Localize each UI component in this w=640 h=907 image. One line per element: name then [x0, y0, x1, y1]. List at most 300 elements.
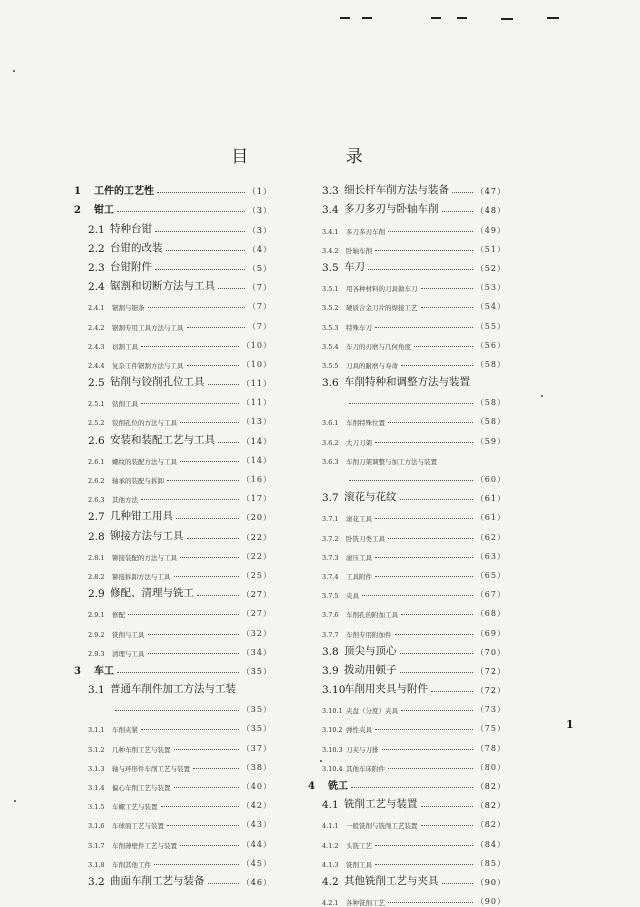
dot-leader	[421, 307, 473, 308]
dot-leader	[442, 211, 473, 212]
toc-entry[interactable]	[308, 332, 506, 351]
dot-leader	[148, 653, 239, 654]
toc-entry-page: （72）	[475, 686, 506, 696]
dot-leader	[401, 614, 473, 615]
toc-entry-number: 2.4.4	[88, 361, 105, 370]
toc-entry-title: 车螺工艺与装置	[112, 803, 158, 812]
toc-entry-title: 车球面工艺与装置	[112, 822, 164, 831]
toc-entry-number: 3.5.1	[322, 285, 339, 294]
toc-entry-title: 车削夹紧	[112, 726, 138, 735]
toc-entry-title: 硬质合金刀片的焊接工艺	[346, 304, 418, 313]
toc-entry-title: 滚花与花纹	[344, 491, 397, 504]
dot-leader	[218, 288, 245, 289]
toc-entry-page: （46）	[241, 877, 272, 887]
toc-entry[interactable]	[308, 639, 506, 658]
toc-entry[interactable]	[74, 658, 272, 677]
toc-entry-number: 3.1	[88, 684, 105, 697]
toc-entry-number: 3.9	[322, 664, 339, 677]
dot-leader	[176, 518, 239, 519]
dot-leader	[187, 365, 239, 366]
toc-entry-page: （27）	[241, 590, 272, 600]
toc-entry-title: 钳工	[94, 205, 114, 217]
toc-entry[interactable]	[74, 600, 272, 619]
toc-entry-page: （22）	[241, 551, 272, 561]
toc-entry-title: 修配、清理与铣工	[110, 587, 194, 600]
toc-entry-title: 用各种材料的刀具做车刀	[346, 285, 418, 294]
toc-entry-page: （63）	[475, 551, 506, 561]
toc-entry[interactable]	[74, 447, 272, 466]
toc-entry[interactable]	[74, 562, 272, 581]
dot-leader	[388, 422, 473, 423]
toc-entry-number: 3.10.1	[322, 707, 343, 716]
top-mark	[340, 17, 350, 19]
toc-entry-number: 3.6.2	[322, 438, 339, 447]
toc-entry-page: （55）	[475, 321, 506, 331]
toc-entry[interactable]	[74, 504, 272, 523]
toc-entry-title: 铆接方法与工具	[110, 529, 184, 542]
toc-entry-title: 安装和装配工艺与工具	[110, 433, 215, 446]
dot-leader	[180, 557, 239, 558]
toc-entry-page: （25）	[241, 570, 272, 580]
toc-entry[interactable]	[308, 255, 506, 274]
dot-leader	[388, 231, 473, 232]
toc-entry-title: 复杂工件锯割方法与工具	[112, 361, 184, 370]
toc-entry[interactable]	[74, 274, 272, 293]
dot-leader	[141, 346, 239, 347]
toc-entry-page: （27）	[241, 609, 272, 619]
toc-entry[interactable]	[74, 216, 272, 235]
toc-entry[interactable]	[74, 734, 272, 753]
toc-entry[interactable]	[74, 293, 272, 312]
toc-entry-page: （10）	[241, 359, 272, 369]
dot-leader	[167, 480, 239, 481]
dot-leader	[193, 768, 239, 769]
toc-entry-page: （61）	[475, 513, 506, 523]
toc-entry-title: 其他铣削工艺与夹具	[344, 874, 439, 887]
toc-entry[interactable]	[308, 389, 506, 408]
toc-entry-page: （82）	[475, 801, 506, 811]
toc-entry[interactable]	[308, 677, 506, 696]
dot-leader	[174, 787, 239, 788]
toc-entry-title: 各种铣削工艺	[346, 899, 385, 907]
toc-entry[interactable]	[308, 850, 506, 869]
toc-entry[interactable]	[308, 754, 506, 773]
toc-entry-page: （42）	[241, 801, 272, 811]
dot-leader	[115, 710, 239, 711]
toc-entry[interactable]	[74, 312, 272, 331]
dot-leader	[128, 614, 239, 615]
scan-speck	[13, 70, 15, 72]
dot-leader	[197, 595, 239, 596]
toc-entry[interactable]	[74, 581, 272, 600]
toc-entry-page: （40）	[241, 782, 272, 791]
toc-entry-title: 钻削与铰削孔位工具	[110, 376, 205, 389]
toc-entry-number: 2.9.2	[88, 630, 105, 639]
toc-entry-page: （20）	[241, 513, 272, 523]
dot-leader	[375, 327, 473, 328]
toc-entry-page: （52）	[475, 263, 506, 273]
toc-entry-page: （48）	[475, 206, 506, 216]
toc-entry-number: 3.10.4	[322, 764, 343, 773]
toc-entry-title: 细长杆车削方法与装备	[344, 184, 449, 197]
toc-right-column	[308, 178, 506, 907]
toc-entry-title: 清理与工具	[112, 649, 145, 658]
toc-entry[interactable]	[74, 408, 272, 427]
toc-entry-title: 切割工具	[112, 342, 138, 351]
toc-entry[interactable]	[308, 178, 506, 197]
dot-leader	[180, 461, 239, 462]
toc-entry-number: 3.1.8	[88, 860, 105, 869]
toc-entry-title: 铣削工艺与装置	[344, 798, 418, 811]
dot-leader	[375, 729, 473, 730]
toc-entry[interactable]	[308, 408, 506, 427]
top-mark	[547, 17, 559, 19]
toc-entry[interactable]	[308, 696, 506, 715]
dot-leader	[414, 346, 473, 347]
toc-entry-page: （58）	[475, 398, 506, 408]
dot-leader	[141, 403, 239, 404]
toc-entry-number: 3.7.3	[322, 553, 339, 562]
toc-entry-page: （65）	[475, 570, 506, 580]
toc-entry-number: 2.2	[88, 242, 105, 255]
dot-leader	[155, 231, 245, 232]
toc-entry-title: 顶尖与顶心	[344, 644, 397, 657]
dot-leader	[375, 518, 473, 519]
dot-leader	[401, 365, 473, 366]
toc-entry-title: 多刀多刃与卧轴车削	[344, 203, 439, 216]
toc-entry-title: 台钳附件	[110, 260, 152, 273]
toc-entry-title: 车削其他工件	[112, 860, 151, 869]
toc-entry-page: （7）	[247, 302, 272, 312]
top-mark	[501, 18, 513, 20]
toc-entry-page: （69）	[475, 628, 506, 638]
toc-entry[interactable]	[74, 466, 272, 485]
toc-entry[interactable]	[308, 274, 506, 293]
toc-entry-title: 其他车床附件	[346, 764, 385, 773]
toc-entry-number: 3.5.3	[322, 323, 339, 332]
toc-entry-number: 3.3	[322, 185, 339, 198]
toc-entry-title: 大刀刀架	[346, 438, 372, 447]
toc-entry[interactable]	[308, 370, 506, 389]
toc-entry-number: 4.2.1	[322, 899, 339, 907]
toc-entry[interactable]	[308, 715, 506, 734]
toc-entry-number: 3.2	[88, 875, 105, 888]
toc-entry-title: 拨动用顿子	[344, 663, 397, 676]
toc-entry-number: 2.4.3	[88, 342, 105, 351]
toc-entry-number: 4	[308, 781, 315, 792]
toc-entry-page: （62）	[475, 532, 506, 542]
toc-entry-page: （16）	[241, 475, 272, 484]
toc-entry-page: （73）	[475, 705, 506, 715]
toc-entry-page: （1）	[247, 187, 272, 197]
toc-entry-number: 2.9.3	[88, 649, 105, 658]
toc-entry-number: 3.4	[322, 204, 339, 217]
toc-entry-page: （84）	[475, 839, 506, 849]
toc-entry-number: 2.9	[88, 588, 105, 601]
dot-leader	[187, 538, 239, 539]
toc-entry[interactable]	[74, 773, 272, 792]
toc-entry-page: （17）	[241, 494, 272, 504]
toc-entry-number: 2.5	[88, 377, 105, 390]
toc-entry-number: 3.4.1	[322, 227, 339, 236]
toc-entry[interactable]	[308, 811, 506, 830]
dot-leader	[208, 384, 239, 385]
toc-entry-page: （32）	[241, 628, 272, 638]
dot-leader	[400, 499, 473, 500]
toc-entry[interactable]	[74, 543, 272, 562]
toc-entry-number: 3.7.6	[322, 611, 339, 620]
dot-leader	[375, 250, 473, 251]
toc-entry[interactable]	[74, 850, 272, 869]
dot-leader	[141, 499, 239, 500]
toc-entry[interactable]	[74, 255, 272, 274]
toc-entry-page: （38）	[241, 762, 272, 772]
toc-entry[interactable]	[74, 619, 272, 638]
toc-entry-page: （61）	[475, 494, 506, 504]
toc-entry-title: 车削刀架调整与加工方法与装置	[346, 457, 437, 466]
toc-entry[interactable]	[308, 562, 506, 581]
toc-entry-page: （35）	[241, 666, 272, 676]
toc-entry-page: （75）	[475, 724, 506, 734]
dot-leader	[421, 825, 473, 826]
toc-entry-number: 3.5	[322, 261, 339, 274]
toc-entry-number: 2.4.2	[88, 323, 105, 332]
toc-entry-page: （54）	[475, 302, 506, 312]
dot-leader	[401, 710, 473, 711]
toc-entry-title: 曲面车削工艺与装备	[110, 874, 205, 887]
toc-entry-page: （5）	[247, 263, 272, 273]
toc-entry[interactable]	[308, 485, 506, 504]
toc-entry[interactable]	[308, 773, 506, 792]
toc-entry-page: （34）	[241, 647, 272, 657]
dot-leader	[155, 269, 245, 270]
toc-entry[interactable]	[308, 293, 506, 312]
dot-leader	[375, 442, 473, 443]
toc-entry[interactable]	[308, 792, 506, 811]
toc-entry-title: 几种车削工艺与装置	[112, 745, 171, 754]
toc-entry-page: （11）	[241, 379, 272, 389]
dot-leader	[148, 634, 239, 635]
toc-entry-number: 2.9.1	[88, 611, 105, 620]
dot-leader	[388, 768, 473, 769]
toc-entry-page: （3）	[247, 225, 272, 235]
toc-entry[interactable]	[308, 312, 506, 331]
toc-entry[interactable]	[74, 351, 272, 370]
toc-entry-title: 螺纹的装配方法与工具	[112, 457, 177, 466]
toc-entry[interactable]	[308, 351, 506, 370]
toc-entry-page: （68）	[475, 609, 506, 619]
toc-entry[interactable]	[74, 639, 272, 658]
toc-entry[interactable]	[74, 427, 272, 446]
toc-entry[interactable]	[74, 389, 272, 408]
toc-entry-title: 车削特殊位置	[346, 419, 385, 428]
toc-entry[interactable]	[74, 178, 272, 197]
toc-entry[interactable]	[308, 466, 506, 485]
toc-entry[interactable]	[74, 677, 272, 696]
toc-entry[interactable]	[308, 197, 506, 216]
toc-entry-number: 3.6	[322, 377, 339, 390]
toc-entry-page: （35）	[241, 705, 272, 715]
toc-entry-title: 多刀多刃车削	[346, 227, 385, 236]
toc-entry-number: 4.1.2	[322, 841, 339, 850]
dot-leader	[382, 749, 473, 750]
dot-leader	[400, 653, 473, 654]
toc-entry-title: 车削用夹具与附件	[344, 683, 428, 696]
toc-entry-title: 特殊车刀	[346, 323, 372, 332]
toc-entry[interactable]	[308, 427, 506, 446]
dot-leader	[431, 691, 473, 692]
toc-entry-number: 2.8	[88, 530, 105, 543]
dot-leader	[388, 902, 473, 903]
toc-entry-page: （49）	[475, 225, 506, 235]
toc-entry-number: 3.7.2	[322, 534, 339, 543]
toc-entry-title: 车削薄壁件工艺与装置	[112, 841, 177, 850]
toc-entry-title: 普通车削件加工方法与工装	[110, 683, 236, 696]
toc-entry-title: 铣工	[328, 781, 348, 792]
toc-entry[interactable]	[308, 619, 506, 638]
dot-leader	[174, 749, 239, 750]
toc-entry[interactable]	[74, 792, 272, 811]
toc-entry[interactable]	[74, 332, 272, 351]
toc-entry-title: 头铣工艺	[346, 841, 372, 850]
toc-entry-number: 3.1.4	[88, 784, 105, 792]
toc-entry-number: 2.4	[88, 281, 105, 294]
dot-leader	[362, 595, 473, 596]
toc-entry-title: 台钳的改装	[110, 241, 163, 254]
toc-entry[interactable]	[74, 811, 272, 830]
toc-entry[interactable]	[308, 734, 506, 753]
toc-entry-number: 4.2	[322, 875, 339, 888]
toc-entry-page: （11）	[241, 398, 272, 408]
toc-entry[interactable]	[308, 447, 506, 466]
toc-entry-title: 车削专用附加件	[346, 630, 392, 639]
toc-entry-number: 2.6.1	[88, 457, 105, 466]
toc-entry[interactable]	[74, 523, 272, 542]
toc-entry-title: 铆接拆卸方法与工具	[112, 572, 171, 581]
toc-entry-number: 3.10.2	[322, 726, 343, 735]
toc-entry-page: （10）	[241, 340, 272, 350]
toc-entry[interactable]	[308, 236, 506, 255]
toc-entry-number: 3.8	[322, 645, 339, 658]
dot-leader	[167, 825, 239, 826]
toc-entry[interactable]	[74, 869, 272, 888]
toc-entry[interactable]	[74, 197, 272, 216]
toc-entry-page: （85）	[475, 858, 506, 868]
toc-entry-number: 2.6.2	[88, 477, 105, 485]
toc-entry-number: 3.7.5	[322, 592, 339, 601]
toc-entry-number: 3.7.1	[322, 515, 339, 524]
toc-entry-number: 3.1.2	[88, 745, 105, 754]
toc-entry-number: 3.4.2	[322, 246, 339, 255]
toc-entry-title: 铣削与工具	[112, 630, 145, 639]
toc-entry-title: 几种钳工用具	[110, 510, 173, 523]
toc-entry-number: 3.10	[322, 684, 346, 697]
toc-entry-page: （70）	[475, 647, 506, 657]
toc-entry-page: （80）	[475, 762, 506, 772]
toc-entry[interactable]	[308, 543, 506, 562]
toc-entry[interactable]	[74, 696, 272, 715]
scan-speck	[541, 395, 543, 397]
dot-leader	[400, 672, 473, 673]
toc-entry[interactable]	[74, 830, 272, 849]
toc-entry[interactable]	[308, 523, 506, 542]
toc-entry[interactable]	[308, 581, 506, 600]
toc-entry-number: 2.4.1	[88, 304, 105, 313]
toc-entry-page: （7）	[247, 283, 272, 293]
toc-entry-number: 3.5.5	[322, 361, 339, 370]
toc-entry[interactable]	[308, 830, 506, 849]
toc-entry-title: 其他方法	[112, 496, 138, 505]
toc-entry-page: （59）	[475, 436, 506, 446]
toc-entry-page: （51）	[475, 244, 506, 254]
dot-leader	[141, 729, 239, 730]
toc-entry-page: （90）	[475, 877, 506, 887]
toc-entry-title: 夹具	[346, 592, 359, 601]
toc-entry-page: （44）	[241, 839, 272, 849]
toc-entry[interactable]	[308, 869, 506, 888]
toc-entry-page: （60）	[475, 475, 506, 484]
toc-entry-number: 2.7	[88, 511, 105, 524]
top-mark	[457, 17, 467, 19]
toc-entry-title: 滚花工具	[346, 515, 372, 524]
toc-entry[interactable]	[308, 504, 506, 523]
dot-leader	[375, 864, 473, 865]
toc-entry-number: 2.5.1	[88, 400, 105, 409]
toc-entry-number: 3.5.2	[322, 304, 339, 313]
toc-entry-number: 2.1	[88, 223, 105, 236]
toc-entry[interactable]	[308, 600, 506, 619]
toc-entry[interactable]	[308, 888, 506, 907]
toc-entry-page: （47）	[475, 187, 506, 197]
toc-entry-title: 滚压工具	[346, 553, 372, 562]
top-mark	[431, 17, 441, 19]
dot-leader	[421, 288, 473, 289]
toc-entry-number: 3.7	[322, 492, 339, 505]
dot-leader	[388, 538, 473, 539]
toc-entry-title: 卧轴车削	[346, 246, 372, 255]
toc-entry[interactable]	[74, 370, 272, 389]
toc-entry[interactable]	[74, 715, 272, 734]
toc-entry[interactable]	[74, 236, 272, 255]
toc-entry-number: 3.1.7	[88, 841, 105, 850]
toc-entry-page: （3）	[247, 206, 272, 216]
dot-leader	[421, 806, 473, 807]
toc-entry-number: 2.8.2	[88, 572, 105, 581]
toc-entry[interactable]	[74, 754, 272, 773]
dot-leader	[157, 192, 245, 193]
toc-entry-title: 车削孔的附加工具	[346, 611, 398, 620]
toc-entry-number: 3.6.1	[322, 419, 339, 428]
toc-entry-page: （90）	[475, 897, 506, 907]
toc-entry-title: 车削特种和调整方法与装置	[344, 376, 470, 389]
toc-entry-page: （56）	[475, 340, 506, 350]
toc-entry-title: 锯割专用工具方法与工具	[112, 323, 184, 332]
toc-entry-page: （14）	[241, 436, 272, 446]
toc-entry-number: 3.1.5	[88, 803, 105, 812]
toc-entry[interactable]	[308, 216, 506, 235]
toc-entry-number: 2.3	[88, 261, 105, 274]
toc-entry[interactable]	[74, 485, 272, 504]
dot-leader	[166, 250, 245, 251]
dot-leader	[349, 480, 473, 481]
toc-entry[interactable]	[308, 658, 506, 677]
toc-entry-number: 3.5.4	[322, 342, 339, 351]
toc-entry-page: （4）	[247, 244, 272, 254]
toc-entry-title: 夹盘（分度）夹具	[346, 707, 398, 716]
dot-leader	[187, 327, 245, 328]
dot-leader	[452, 192, 473, 193]
toc-entry-number: 1	[74, 186, 81, 198]
